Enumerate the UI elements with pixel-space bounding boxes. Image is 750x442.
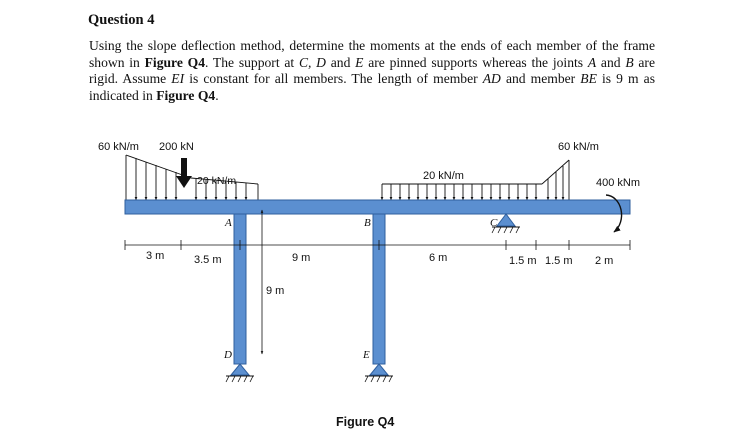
joint-label-a: A bbox=[225, 217, 232, 229]
joint-label-b: B bbox=[364, 217, 371, 229]
dimension-label: 3 m bbox=[146, 250, 165, 262]
joint-label-e: E bbox=[363, 349, 370, 361]
load-label-udl-left-start: 60 kN/m bbox=[98, 141, 139, 153]
question-text-part: is 9 m as indicated in bbox=[89, 71, 656, 103]
load-label-moment: 400 kNm bbox=[596, 177, 641, 189]
udl-left bbox=[126, 155, 258, 200]
beam-member bbox=[125, 200, 630, 214]
frame-members bbox=[125, 200, 630, 364]
question-text-part: and bbox=[330, 54, 351, 70]
dimension-label: 3.5 m bbox=[194, 254, 222, 266]
column-height-label: 9 m bbox=[266, 285, 285, 297]
pin-support-icon bbox=[365, 364, 393, 382]
variable: E bbox=[355, 54, 364, 70]
column-ad bbox=[234, 214, 246, 364]
dimension-label: 9 m bbox=[292, 252, 311, 264]
pin-support-icon bbox=[226, 364, 254, 382]
load-label-udl-right-end: 60 kN/m bbox=[558, 141, 599, 153]
point-load-arrow-icon bbox=[176, 158, 192, 188]
question-title: Question 4 bbox=[88, 12, 155, 28]
question-text-part: . bbox=[215, 87, 219, 103]
question-text-part: and bbox=[600, 54, 621, 70]
variable: BE bbox=[580, 71, 597, 86]
figure-reference: Figure Q4 bbox=[144, 54, 206, 70]
dimension-label: 2 m bbox=[595, 255, 614, 267]
variable: A bbox=[587, 54, 597, 70]
figure-caption: Figure Q4 bbox=[336, 415, 395, 429]
dimension-label: 1.5 m bbox=[545, 255, 573, 267]
load-label-point: 200 kN bbox=[159, 141, 194, 153]
dimension-label: 1.5 m bbox=[509, 255, 537, 267]
load-label-udl-left-end: 20 kN/m bbox=[197, 175, 237, 187]
question-text-part: are pinned supports whereas the joints bbox=[363, 54, 588, 70]
joint-label-c: C bbox=[490, 217, 498, 229]
variable: AD bbox=[482, 71, 501, 86]
figure-reference: Figure Q4 bbox=[156, 87, 216, 103]
variable: B bbox=[625, 54, 634, 70]
question-text-part: are rigid. Assume bbox=[89, 54, 655, 86]
question-text-part: . The support at bbox=[205, 54, 299, 70]
udl-right bbox=[482, 160, 569, 200]
joint-label-d: D bbox=[224, 349, 232, 361]
load-label-udl-mid: 20 kN/m bbox=[423, 170, 464, 182]
dimension-label: 6 m bbox=[429, 252, 448, 264]
variable: C, D bbox=[298, 54, 326, 70]
variable: EI bbox=[171, 71, 185, 86]
question-text-part: is constant for all members. The length of member bbox=[184, 71, 483, 86]
udl-mid bbox=[382, 184, 482, 200]
question-text-part: Using the slope deflection method, determine the moments at the ends of each member of the frame shown in bbox=[89, 38, 655, 70]
question-text-part: and member bbox=[500, 71, 581, 86]
column-be bbox=[373, 214, 385, 364]
